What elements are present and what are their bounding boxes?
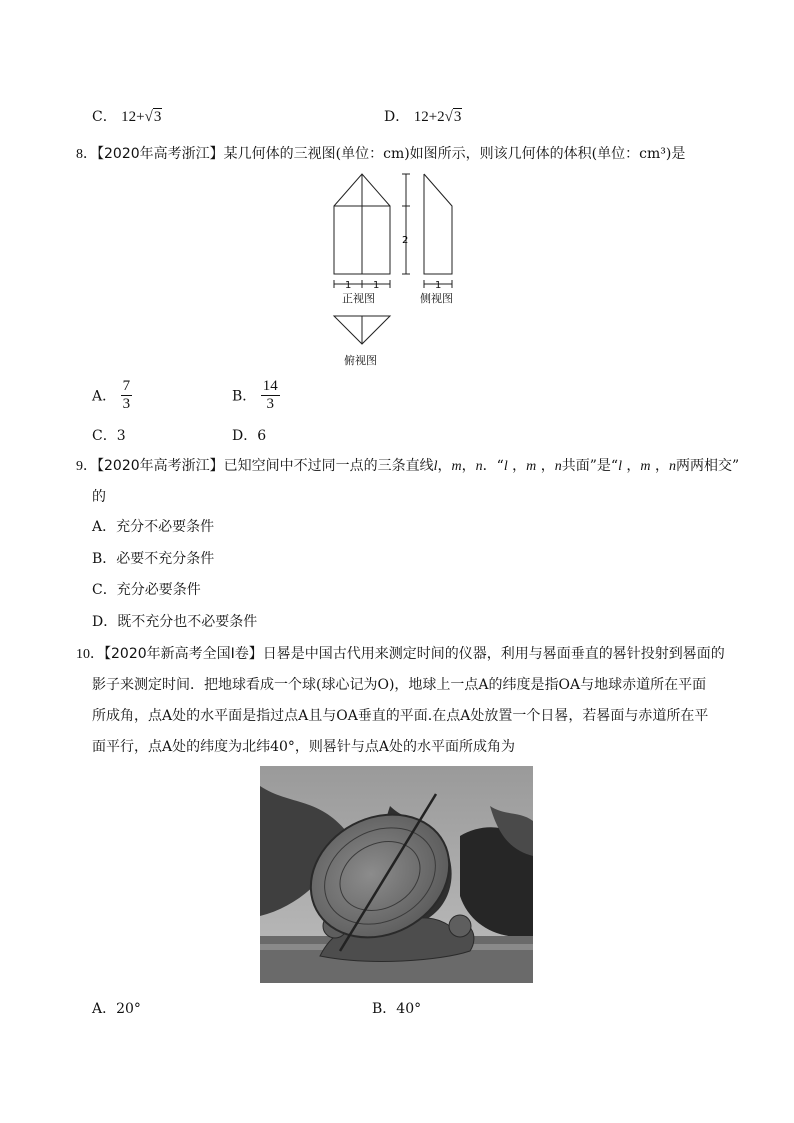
front-view-caption: 正视图 (342, 292, 375, 305)
q10-stem-line1 (76, 643, 725, 663)
math-var: n (669, 459, 676, 474)
question-number: 10． (76, 647, 104, 662)
math-var: l (618, 459, 622, 474)
front-view (334, 174, 390, 274)
sundial-photo (260, 766, 533, 983)
option-label: B． (232, 388, 257, 405)
q8-stem (76, 143, 685, 163)
option-fraction: $\frac{14}{3}$ (262, 378, 278, 412)
math-var: m (526, 459, 537, 474)
q9-option-d: D．既不充分也不必要条件 (92, 614, 258, 630)
q10-stem-line2: 影子来测定时间．把地球看成一个球(球心记为O)，地球上一点A的纬度是指OA与地球赤道所在平面 (92, 677, 707, 693)
math-var: m (640, 459, 651, 474)
quote-mark: “ (496, 458, 504, 474)
dim-side-label: 1 (435, 280, 442, 291)
option-label: D． (384, 109, 410, 125)
question-text: 已知空间中不过同一点的三条直线 (223, 458, 434, 474)
option-fraction: $\frac{7}{3}$ (122, 378, 131, 412)
question-number: 8． (76, 147, 97, 162)
q8-option-b (232, 378, 280, 413)
top-view-caption: 俯视图 (344, 354, 377, 367)
q8-option-a (92, 378, 132, 413)
question-text: 日晷是中国古代用来测定时间的仪器，利用与晷面垂直的晷针投射到晷面的 (262, 646, 725, 662)
side-view-caption: 侧视图 (420, 292, 453, 305)
q10-stem-line4: 面平行，点A处的纬度为北纬40°，则晷针与点A处的水平面所成角为 (92, 739, 516, 755)
q9-option-c: C．充分必要条件 (92, 582, 201, 598)
question-source: 【2020年新高考全国Ⅰ卷】 (104, 646, 263, 662)
q7-option-c (92, 106, 162, 126)
q9-stem-continued: 的 (92, 489, 106, 505)
q9-option-a: A．充分不必要条件 (92, 519, 215, 535)
question-source: 【2020年高考浙江】 (97, 458, 224, 474)
q10-option-a: A．20° (92, 1001, 141, 1017)
q10-stem-line3: 所成角，点A处的水平面是指过点A且与OA垂直的平面.在点A处放置一个日晷，若晷面与赤道所在平 (92, 708, 709, 724)
q7-option-d (384, 106, 462, 126)
math-var: l (433, 459, 438, 474)
math-var: n (475, 459, 483, 474)
question-text: 两两相交” (676, 458, 740, 474)
math-var: m (451, 459, 462, 474)
q10-option-b: B．40° (372, 1001, 422, 1017)
math-var: l (503, 459, 508, 474)
height-dimension (402, 174, 410, 274)
q9-stem: 9．【2020年高考浙江】已知空间中不过同一点的三条直线l，m，n．“l ，m ，n共面”是“l ，m ，n两两相交” (76, 458, 740, 474)
question-number: 9． (76, 459, 97, 474)
dim-height-label: 2 (402, 235, 409, 246)
side-view (424, 174, 452, 274)
q9-option-b: B．必要不充分条件 (92, 551, 215, 567)
question-text: 某几何体的三视图(单位：cm)如图所示，则该几何体的体积(单位：cm³)是 (223, 146, 686, 162)
dim-width-left-label: 1 (345, 280, 352, 291)
math-var: n (554, 459, 562, 474)
option-expression: 12+√3 (121, 109, 162, 125)
question-source: 【2020年高考浙江】 (97, 146, 224, 162)
q8-option-d: D．6 (232, 428, 267, 444)
question-text: 共面”是“ (561, 458, 619, 474)
q8-option-c: C．3 (92, 428, 126, 444)
dim-width-right-label: 1 (373, 280, 380, 291)
three-view-figure (326, 170, 466, 370)
option-expression: 12+2√3 (413, 109, 462, 125)
option-label: C． (92, 109, 117, 125)
top-view (334, 316, 390, 344)
option-label: A． (92, 388, 117, 405)
